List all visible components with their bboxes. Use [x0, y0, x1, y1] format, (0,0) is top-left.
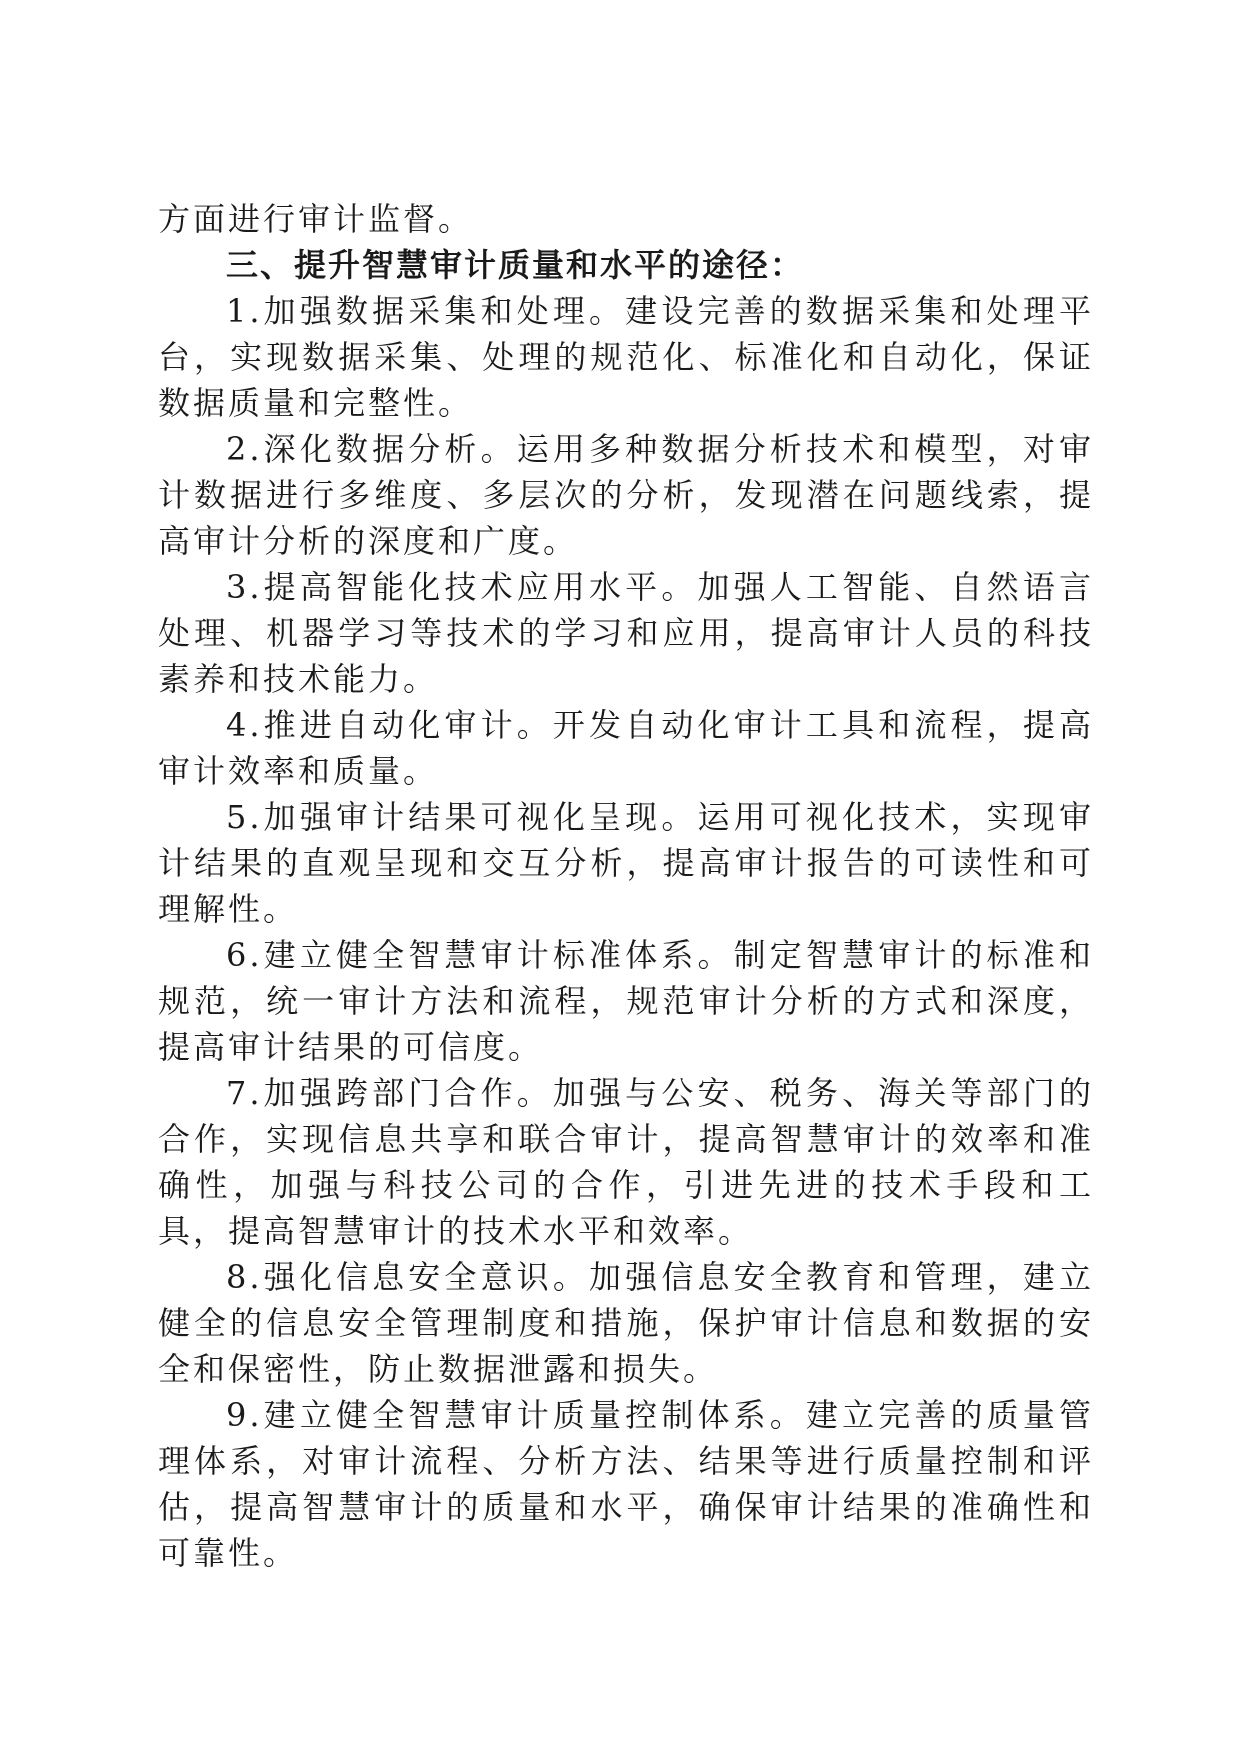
list-item-6: 6.建立健全智慧审计标准体系。制定智慧审计的标准和规范，统一审计方法和流程，规范审计分析的方式和深度，提高审计结果的可信度。	[158, 936, 1094, 1066]
list-item-4: 4.推进自动化审计。开发自动化审计工具和流程，提高审计效率和质量。	[158, 706, 1094, 790]
list-item-2: 2.深化数据分析。运用多种数据分析技术和模型，对审计数据进行多维度、多层次的分析，发现潜在问题线索，提高审计分析的深度和广度。	[158, 430, 1094, 560]
list-item-9: 9.建立健全智慧审计质量控制体系。建立完善的质量管理体系，对审计流程、分析方法、结果等进行质量控制和评估，提高智慧审计的质量和水平，确保审计结果的准确性和可靠性。	[158, 1396, 1094, 1572]
section-heading: 三、提升智慧审计质量和水平的途径：	[226, 246, 805, 284]
list-item-7: 7.加强跨部门合作。加强与公安、税务、海关等部门的合作，实现信息共享和联合审计，提高智慧审计的效率和准确性，加强与科技公司的合作，引进先进的技术手段和工具，提高智慧审计的技术水平和效率。	[158, 1074, 1094, 1250]
list-item-8: 8.强化信息安全意识。加强信息安全教育和管理，建立健全的信息安全管理制度和措施，保护审计信息和数据的安全和保密性，防止数据泄露和损失。	[158, 1258, 1094, 1388]
continuation-paragraph: 方面进行审计监督。	[158, 200, 474, 238]
list-item-1: 1.加强数据采集和处理。建设完善的数据采集和处理平台，实现数据采集、处理的规范化、标准化和自动化，保证数据质量和完整性。	[158, 292, 1094, 422]
list-item-3: 3.提高智能化技术应用水平。加强人工智能、自然语言处理、机器学习等技术的学习和应用，提高审计人员的科技素养和技术能力。	[158, 568, 1094, 698]
list-item-5: 5.加强审计结果可视化呈现。运用可视化技术，实现审计结果的直观呈现和交互分析，提高审计报告的可读性和可理解性。	[158, 798, 1094, 928]
document-body	[158, 196, 1094, 1576]
